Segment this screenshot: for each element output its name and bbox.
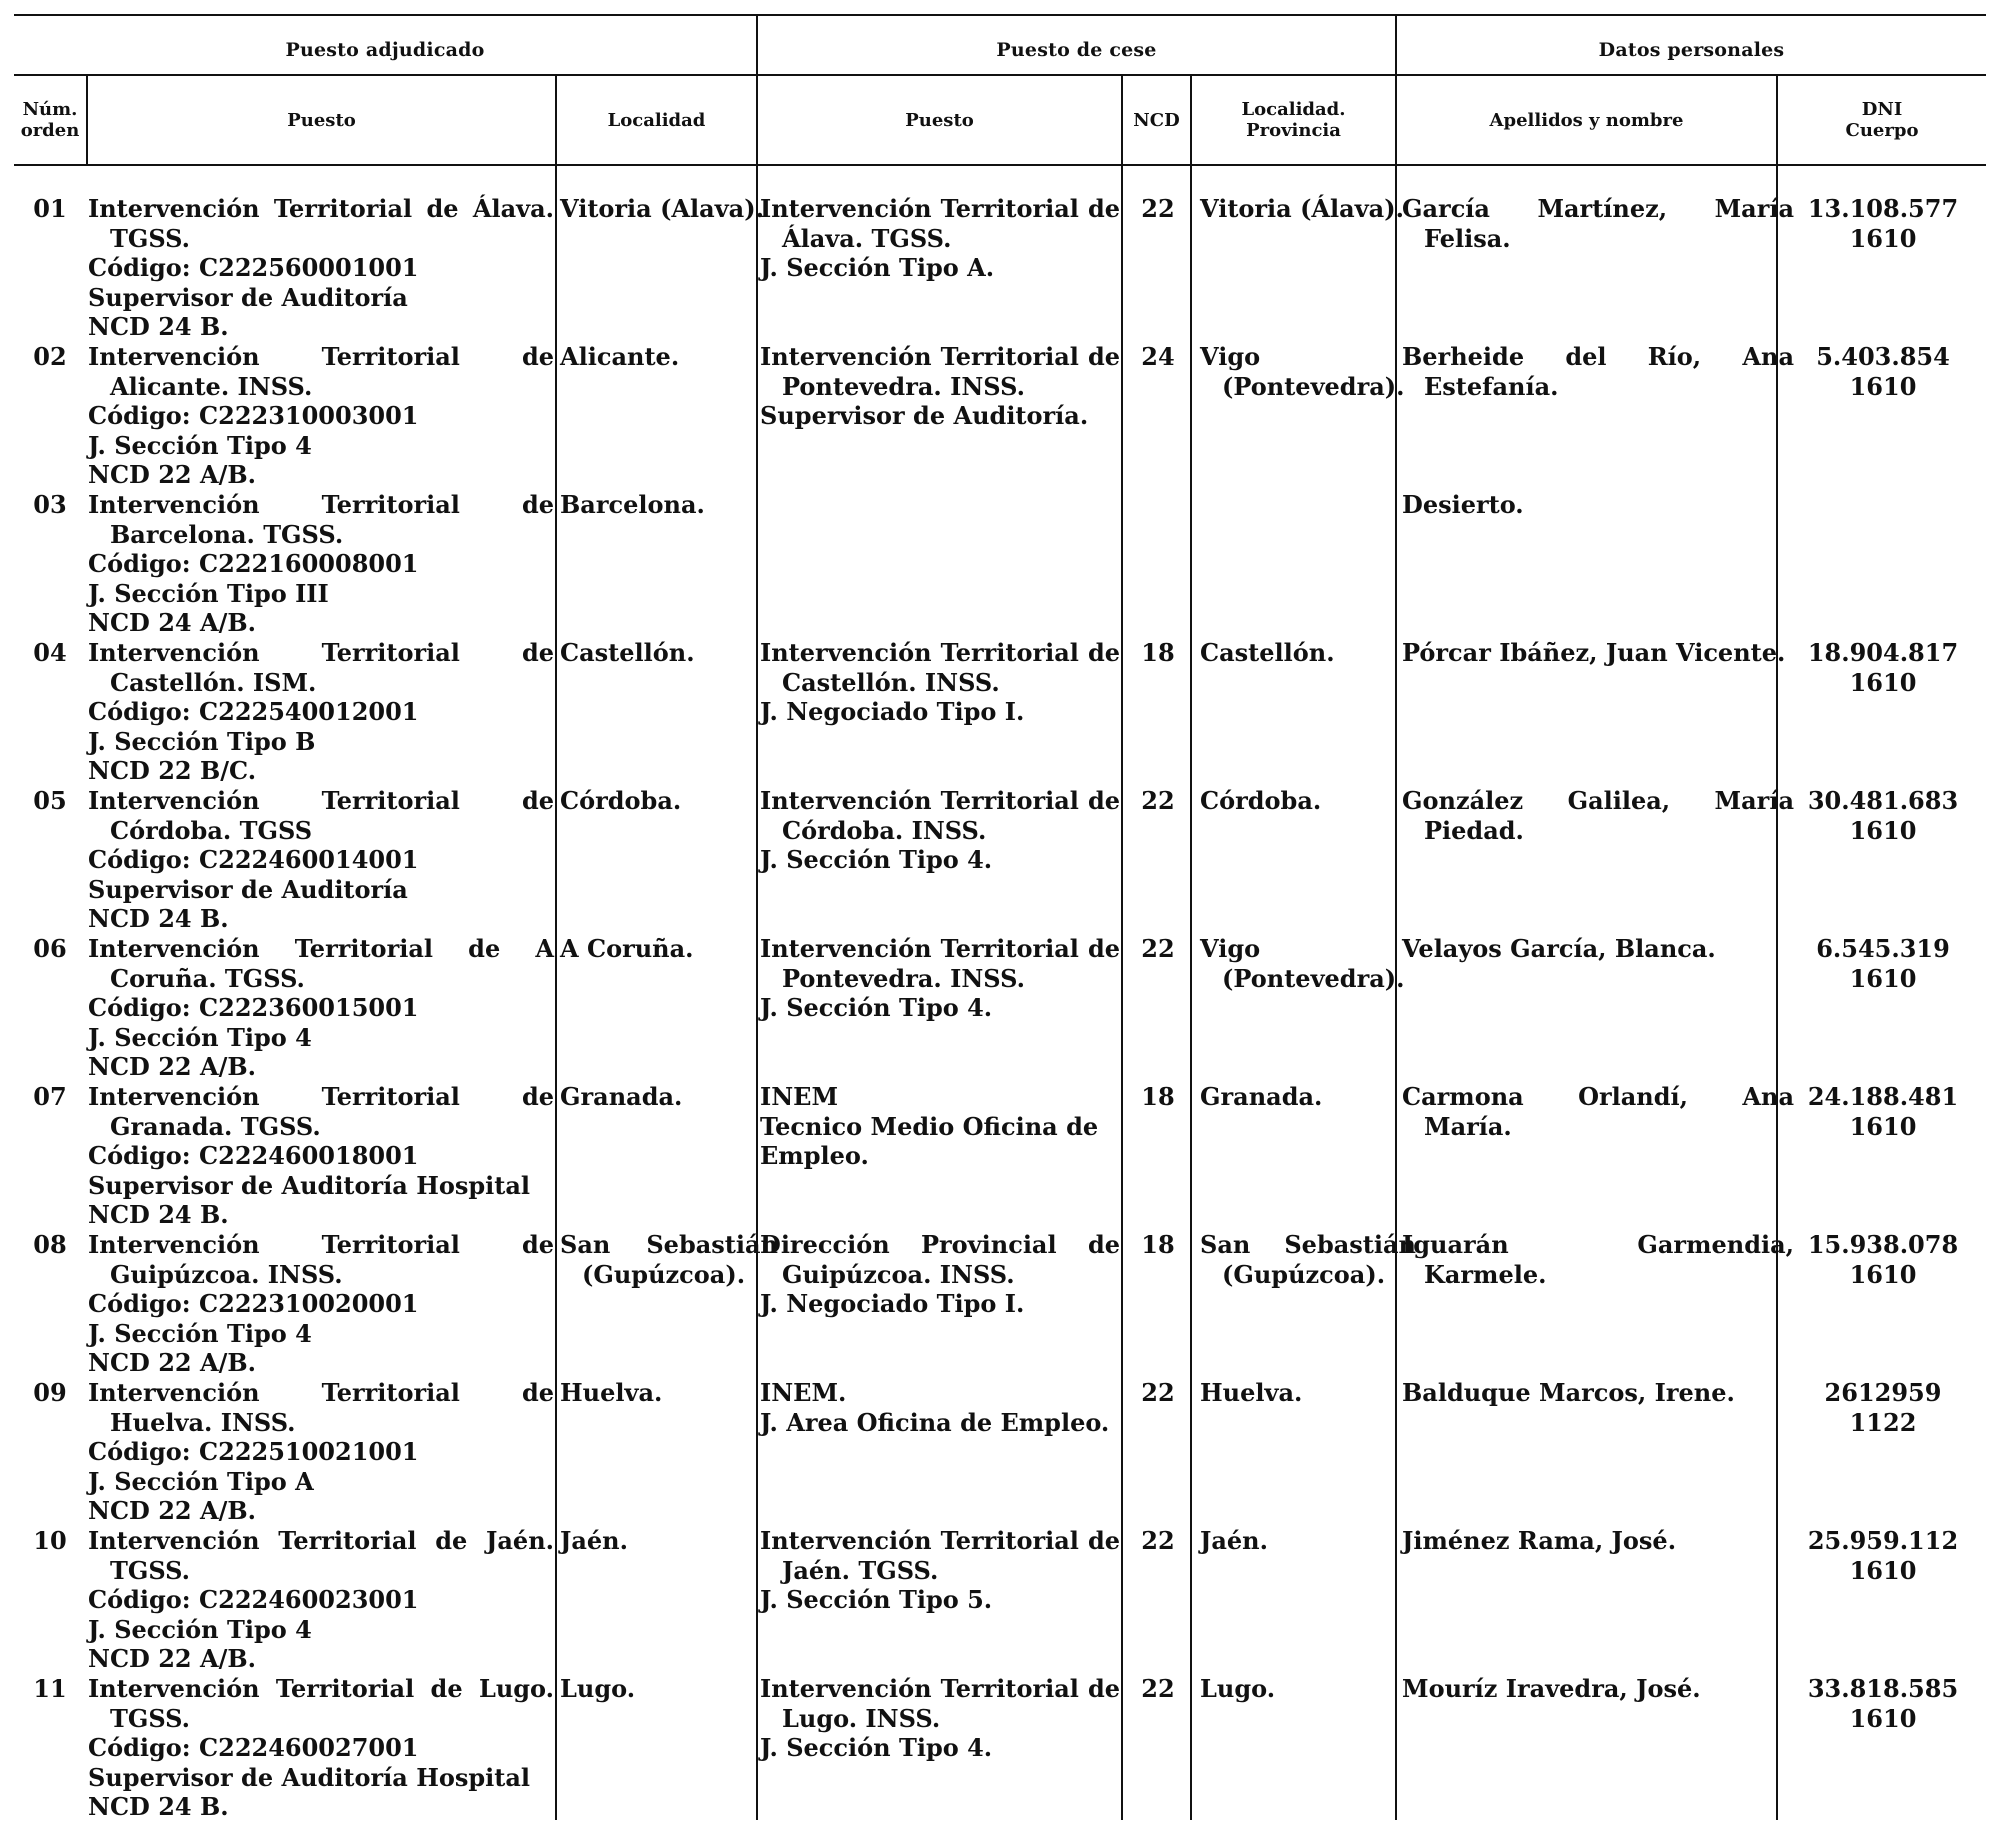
dni-cuerpo xyxy=(1780,1526,1986,1585)
puesto-adjudicado-line: Código: C222540012001 xyxy=(88,697,419,726)
puesto-cese-line: J. Sección Tipo 4. xyxy=(760,993,993,1022)
puesto-cese xyxy=(760,342,1120,431)
puesto-adjudicado xyxy=(88,934,554,1082)
puesto-adjudicado-line: J. Sección Tipo 4 xyxy=(88,430,312,460)
puesto-adjudicado-line: Supervisor de Auditoría xyxy=(88,282,408,312)
column-header-cuerpo-line2: Cuerpo xyxy=(1845,120,1919,141)
table-row xyxy=(14,194,1986,342)
ncd-value: 22 xyxy=(1141,1526,1175,1555)
table-row xyxy=(14,1378,1986,1526)
puesto-adjudicado xyxy=(88,1082,554,1230)
ncd-value: 18 xyxy=(1141,1230,1175,1259)
column-header-provincia-line2: Provincia xyxy=(1246,120,1341,141)
cuerpo-value: 1610 xyxy=(1849,223,1917,253)
puesto-adjudicado xyxy=(88,1526,554,1674)
column-header-puesto-cese: Puesto xyxy=(905,109,974,131)
column-header-puesto: Puesto xyxy=(287,109,356,131)
column-header-localidad: Localidad xyxy=(607,109,706,131)
puesto-adjudicado xyxy=(88,1674,554,1822)
apellidos-nombre: Pórcar Ibáñez, Juan Vicente. xyxy=(1402,638,1786,667)
localidad-adjudicado: Córdoba. xyxy=(560,786,682,815)
puesto-cese-line: J. Negociado Tipo I. xyxy=(760,1289,1025,1318)
ncd-value: 22 xyxy=(1141,1378,1175,1407)
apellidos-nombre: Velayos García, Blanca. xyxy=(1402,934,1716,963)
puesto-adjudicado-line: Intervención Territorial de Castellón. ISM. xyxy=(88,638,554,697)
localidad-adjudicado: Jaén. xyxy=(560,1526,628,1555)
puesto-cese xyxy=(760,1230,1120,1319)
puesto-adjudicado-line: NCD 22 A/B. xyxy=(88,1348,256,1377)
row-number: 07 xyxy=(33,1082,67,1111)
puesto-adjudicado xyxy=(88,342,554,490)
puesto-adjudicado-line: Intervención Territorial de Álava. TGSS. xyxy=(88,194,554,253)
puesto-adjudicado-line: Supervisor de Auditoría xyxy=(88,874,408,904)
puesto-cese xyxy=(760,194,1120,283)
localidad-provincia-cese: Granada. xyxy=(1200,1082,1323,1111)
puesto-adjudicado-line: Supervisor de Auditoría Hospital xyxy=(88,1762,531,1792)
localidad-provincia-cese: Lugo. xyxy=(1200,1674,1276,1703)
resolution-table xyxy=(14,14,1986,1820)
row-number: 08 xyxy=(33,1230,67,1259)
apellidos-nombre: Iguarán Garmendia, Karmele. xyxy=(1402,1230,1794,1289)
ncd-value: 18 xyxy=(1141,1082,1175,1111)
row-number: 11 xyxy=(33,1674,67,1703)
row-number: 09 xyxy=(33,1378,67,1407)
localidad-adjudicado: Castellón. xyxy=(560,638,695,667)
puesto-adjudicado xyxy=(88,638,554,786)
puesto-cese-line: Intervención Territorial de Pontevedra. INSS. xyxy=(760,934,1120,993)
dni-cuerpo xyxy=(1780,194,1986,253)
puesto-adjudicado-line: Código: C222510021001 xyxy=(88,1437,419,1466)
column-header-ncd: NCD xyxy=(1133,109,1180,131)
puesto-cese-line: Dirección Provincial de Guipúzcoa. INSS. xyxy=(760,1230,1120,1289)
puesto-adjudicado-line: Código: C222560001001 xyxy=(88,253,419,282)
column-header-num-line1: Núm. xyxy=(22,99,78,120)
puesto-adjudicado-line: NCD 24 B. xyxy=(88,312,229,341)
column-header-dni-cuerpo xyxy=(1778,76,1986,164)
apellidos-nombre: Berheide del Río, Ana Estefanía. xyxy=(1402,342,1794,401)
puesto-adjudicado-line: NCD 22 A/B. xyxy=(88,1052,256,1081)
group-header-puesto-adjudicado: Puesto adjudicado xyxy=(285,39,485,61)
puesto-adjudicado-line: NCD 24 A/B. xyxy=(88,608,256,637)
table-row xyxy=(14,1230,1986,1378)
row-number: 10 xyxy=(33,1526,67,1555)
table-row xyxy=(14,1674,1986,1822)
apellidos-nombre: Jiménez Rama, José. xyxy=(1402,1526,1677,1555)
puesto-cese-line: Intervención Territorial de Córdoba. INSS. xyxy=(760,786,1120,845)
ncd-value: 24 xyxy=(1141,342,1175,371)
puesto-adjudicado-line: Intervención Territorial de Jaén. TGSS. xyxy=(88,1526,554,1585)
dni-value: 5.403.854 xyxy=(1816,342,1950,371)
apellidos-nombre: García Martínez, María Felisa. xyxy=(1402,194,1794,253)
column-header-rule xyxy=(14,164,1986,166)
cuerpo-value: 1610 xyxy=(1849,1703,1917,1733)
puesto-adjudicado-line: NCD 22 A/B. xyxy=(88,1496,256,1525)
localidad-provincia-cese: Huelva. xyxy=(1200,1378,1303,1407)
column-header-apellidos-nombre: Apellidos y nombre xyxy=(1489,109,1684,131)
puesto-adjudicado-line: Intervención Territorial de Alicante. INSS. xyxy=(88,342,554,401)
puesto-cese-line: J. Sección Tipo 5. xyxy=(760,1585,993,1614)
puesto-cese xyxy=(760,1674,1120,1763)
puesto-cese-line: Tecnico Medio Oficina de Empleo. xyxy=(760,1111,1099,1170)
puesto-cese-line: Supervisor de Auditoría. xyxy=(760,401,1089,430)
row-number: 05 xyxy=(33,786,67,815)
cuerpo-value: 1122 xyxy=(1849,1407,1917,1437)
puesto-adjudicado-line: NCD 22 A/B. xyxy=(88,1644,256,1673)
puesto-cese-line: INEM xyxy=(760,1082,839,1111)
cuerpo-value: 1610 xyxy=(1849,667,1917,697)
puesto-cese xyxy=(760,934,1120,1023)
puesto-cese xyxy=(760,1378,1120,1437)
localidad-adjudicado: A Coruña. xyxy=(560,934,694,963)
puesto-adjudicado xyxy=(88,490,554,638)
table-body xyxy=(14,194,1986,1822)
localidad-adjudicado: Granada. xyxy=(560,1082,683,1111)
puesto-cese-line: Intervención Territorial de Pontevedra. INSS. xyxy=(760,342,1120,401)
puesto-adjudicado-line: NCD 24 B. xyxy=(88,1792,229,1821)
apellidos-nombre: Balduque Marcos, Irene. xyxy=(1402,1378,1735,1407)
dni-value: 15.938.078 xyxy=(1807,1230,1959,1259)
puesto-cese xyxy=(760,1082,1120,1171)
column-header-num-orden xyxy=(14,76,86,164)
puesto-cese-line: Intervención Territorial de Lugo. INSS. xyxy=(760,1674,1120,1733)
row-number: 04 xyxy=(33,638,67,667)
dni-value: 2612959 xyxy=(1824,1378,1942,1407)
ncd-value: 22 xyxy=(1141,1674,1175,1703)
ncd-value: 18 xyxy=(1141,638,1175,667)
dni-cuerpo xyxy=(1780,1674,1986,1733)
apellidos-nombre: Mouríz Iravedra, José. xyxy=(1402,1674,1701,1703)
puesto-adjudicado-line: Intervención Territorial de Córdoba. TGSS xyxy=(88,786,554,845)
dni-cuerpo xyxy=(1780,934,1986,993)
column-header-localidad-line1: Localidad. xyxy=(1241,99,1346,120)
ncd-value: 22 xyxy=(1141,786,1175,815)
cuerpo-value: 1610 xyxy=(1849,963,1917,993)
dni-cuerpo xyxy=(1780,342,1986,401)
puesto-cese xyxy=(760,1526,1120,1615)
localidad-provincia-cese: Vitoria (Álava). xyxy=(1200,194,1404,223)
dni-cuerpo xyxy=(1780,1378,1986,1437)
puesto-cese-line: J. Sección Tipo 4. xyxy=(760,845,993,874)
table-row xyxy=(14,1082,1986,1230)
dni-cuerpo xyxy=(1780,1230,1986,1289)
row-number: 03 xyxy=(33,490,67,519)
column-header-localidad-provincia xyxy=(1192,76,1395,164)
puesto-cese-line: Intervención Territorial de Castellón. INSS. xyxy=(760,638,1120,697)
puesto-adjudicado xyxy=(88,1378,554,1526)
puesto-adjudicado-line: J. Sección Tipo 4 xyxy=(88,1022,312,1052)
puesto-cese xyxy=(760,638,1120,727)
dni-cuerpo xyxy=(1780,1082,1986,1141)
localidad-adjudicado: Huelva. xyxy=(560,1378,663,1407)
puesto-adjudicado-line: Intervención Territorial de A Coruña. TGSS. xyxy=(88,934,554,993)
puesto-adjudicado-line: J. Sección Tipo B xyxy=(88,726,316,756)
localidad-provincia-cese: Jaén. xyxy=(1200,1526,1268,1555)
puesto-adjudicado-line: Intervención Territorial de Guipúzcoa. INSS. xyxy=(88,1230,554,1289)
dni-value: 24.188.481 xyxy=(1807,1082,1959,1111)
dni-value: 18.904.817 xyxy=(1807,638,1959,667)
puesto-cese-line: J. Sección Tipo 4. xyxy=(760,1733,993,1762)
apellidos-nombre: González Galilea, María Piedad. xyxy=(1402,786,1794,845)
puesto-cese-line: Intervención Territorial de Jaén. TGSS. xyxy=(760,1526,1120,1585)
dni-cuerpo xyxy=(1780,786,1986,845)
apellidos-nombre: Desierto. xyxy=(1402,490,1524,519)
table-row xyxy=(14,490,1986,638)
group-header-datos-personales: Datos personales xyxy=(1598,39,1785,61)
puesto-cese-line: INEM. xyxy=(760,1378,847,1407)
puesto-adjudicado xyxy=(88,194,554,342)
column-header-dni-line1: DNI xyxy=(1861,99,1903,120)
puesto-cese-line: J. Sección Tipo A. xyxy=(760,253,995,282)
puesto-cese-line: J. Area Oficina de Empleo. xyxy=(760,1407,1110,1437)
puesto-adjudicado-line: Código: C222160008001 xyxy=(88,549,419,578)
group-header-puesto-cese: Puesto de cese xyxy=(996,39,1157,61)
row-number: 01 xyxy=(33,194,67,223)
puesto-adjudicado-line: Código: C222310020001 xyxy=(88,1289,419,1318)
puesto-adjudicado-line: Código: C222460027001 xyxy=(88,1733,419,1762)
puesto-adjudicado-line: NCD 24 B. xyxy=(88,1200,229,1229)
row-number: 06 xyxy=(33,934,67,963)
table-row xyxy=(14,786,1986,934)
puesto-adjudicado-line: NCD 24 B. xyxy=(88,904,229,933)
dni-value: 6.545.319 xyxy=(1816,934,1950,963)
dni-cuerpo xyxy=(1780,638,1986,697)
puesto-adjudicado xyxy=(88,786,554,934)
dni-value: 33.818.585 xyxy=(1807,1674,1959,1703)
cuerpo-value: 1610 xyxy=(1849,815,1917,845)
puesto-adjudicado-line: Código: C222460023001 xyxy=(88,1585,419,1614)
puesto-adjudicado-line: Código: C222360015001 xyxy=(88,993,419,1022)
puesto-adjudicado-line: Código: C222460014001 xyxy=(88,845,419,874)
puesto-adjudicado-line: NCD 22 B/C. xyxy=(88,756,257,785)
localidad-provincia-cese: San Sebastián (Gupúzcoa). xyxy=(1200,1230,1416,1289)
puesto-adjudicado-line: J. Sección Tipo 4 xyxy=(88,1614,312,1644)
puesto-cese-line: J. Negociado Tipo I. xyxy=(760,697,1025,726)
table-row xyxy=(14,638,1986,786)
localidad-provincia-cese: Vigo (Pontevedra). xyxy=(1200,342,1405,401)
ncd-value: 22 xyxy=(1141,934,1175,963)
localidad-adjudicado: Barcelona. xyxy=(560,490,705,519)
puesto-adjudicado-line: Supervisor de Auditoría Hospital xyxy=(88,1170,531,1200)
puesto-adjudicado-line: Código: C222460018001 xyxy=(88,1141,419,1170)
cuerpo-value: 1610 xyxy=(1849,1259,1917,1289)
puesto-adjudicado-line: Intervención Territorial de Huelva. INSS. xyxy=(88,1378,554,1437)
localidad-provincia-cese: Córdoba. xyxy=(1200,786,1322,815)
puesto-adjudicado-line: NCD 22 A/B. xyxy=(88,460,256,489)
localidad-adjudicado: Lugo. xyxy=(560,1674,636,1703)
cuerpo-value: 1610 xyxy=(1849,1555,1917,1585)
puesto-adjudicado-line: Intervención Territorial de Granada. TGSS. xyxy=(88,1082,554,1141)
puesto-cese xyxy=(760,786,1120,875)
localidad-adjudicado: San Sebastián (Gupúzcoa). xyxy=(560,1230,778,1289)
table-row xyxy=(14,1526,1986,1674)
puesto-adjudicado-line: J. Sección Tipo A xyxy=(88,1466,314,1496)
apellidos-nombre: Carmona Orlandí, Ana María. xyxy=(1402,1082,1794,1141)
column-header-num-line2: orden xyxy=(20,120,80,141)
dni-value: 25.959.112 xyxy=(1807,1526,1959,1555)
cuerpo-value: 1610 xyxy=(1849,1111,1917,1141)
localidad-provincia-cese: Vigo (Pontevedra). xyxy=(1200,934,1405,993)
table-row xyxy=(14,934,1986,1082)
localidad-provincia-cese: Castellón. xyxy=(1200,638,1335,667)
puesto-adjudicado xyxy=(88,1230,554,1378)
puesto-adjudicado-line: Código: C222310003001 xyxy=(88,401,419,430)
localidad-adjudicado: Alicante. xyxy=(560,342,680,371)
dni-value: 13.108.577 xyxy=(1807,194,1959,223)
cuerpo-value: 1610 xyxy=(1849,371,1917,401)
localidad-adjudicado: Vitoria (Alava). xyxy=(560,194,764,223)
puesto-adjudicado-line: J. Sección Tipo III xyxy=(88,578,329,608)
dni-value: 30.481.683 xyxy=(1807,786,1959,815)
row-number: 02 xyxy=(33,342,67,371)
puesto-adjudicado-line: Intervención Territorial de Barcelona. TGSS. xyxy=(88,490,554,549)
table-row xyxy=(14,342,1986,490)
puesto-adjudicado-line: Intervención Territorial de Lugo. TGSS. xyxy=(88,1674,554,1733)
puesto-adjudicado-line: J. Sección Tipo 4 xyxy=(88,1318,312,1348)
puesto-cese-line: Intervención Territorial de Álava. TGSS. xyxy=(760,194,1120,253)
ncd-value: 22 xyxy=(1141,194,1175,223)
